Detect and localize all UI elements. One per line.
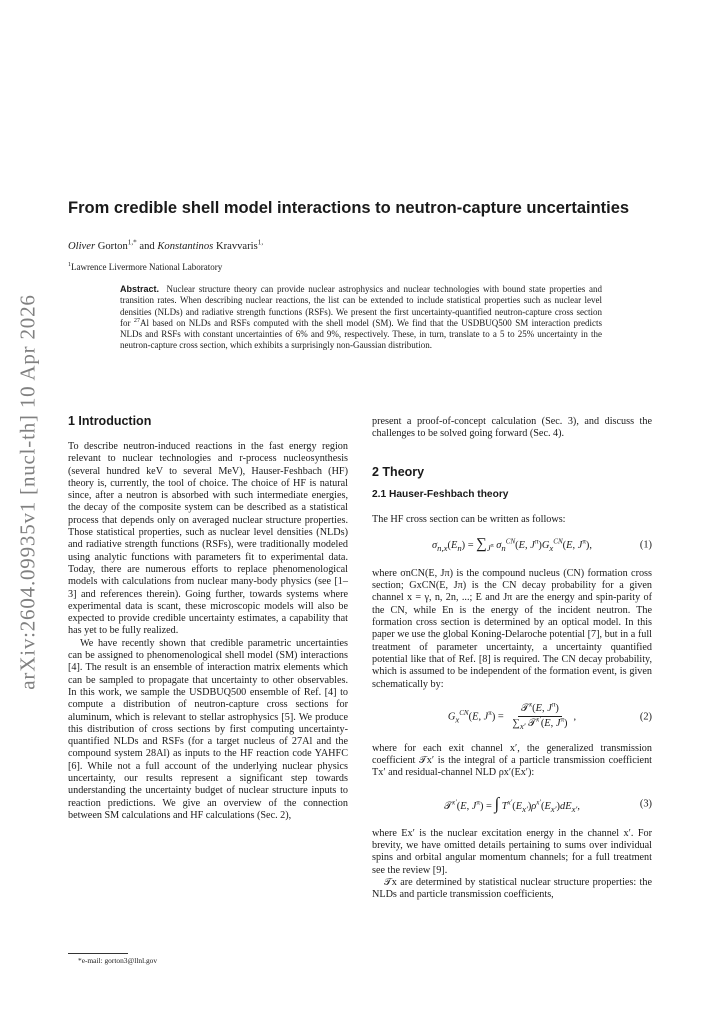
equation-2 [372, 699, 652, 735]
theory-paragraph-2: where σnCN(E, Jπ) is the compound nucleus (CN) formation cross section; GxCN(E, Jπ) is the CN decay probability for a given channel x = γ, n, 2n, ...; E and Jπ are the energy and spin-parity of the CN, while En is the energy of the incident neutron. The formation cross section is determined by an optical model. In this paper we use the global Koning-Delaroche potential [7], but in a full treatment of parameter uncertainty, a uncertainty quantified potential like that of Ref. [8] is required. The CN decay probability, which is assumed to be independent of the formation event, is given schematically by: [372, 567, 652, 690]
equation-3-number: (3) [639, 798, 652, 810]
abstract-text-b: Al based on NLDs and RSFs computed with the shell model (SM). We find that the USDBUQ500 SM interaction predicts NLDs and RSFs with constant uncertainties of 6% and 9%, respectively. These, in turn, translate to a 5 to 25% uncertainty in the neutron-capture cross section, which exhibits a surprisingly non-Gaussian distribution. [120, 317, 602, 351]
equation-3 [372, 788, 652, 820]
right-column [372, 416, 652, 902]
footnote: *e-mail: gorton3@llnl.gov [78, 956, 158, 965]
arxiv-id-text: arXiv:2604.09935v1 [nucl-th] 10 Apr 2026 [15, 294, 40, 690]
author-line [68, 238, 264, 252]
equation-2-body: $G_x^{CN}(E$, $J^\pi$) = $\frac{𝒯^x(E, J^\pi)}{\sum_{x'} 𝒯^{x'}(E, J^\pi)}$ , [447, 700, 577, 731]
abstract-text-a: Nuclear structure theory can provide nuclear astrophysics and nuclear technologies with bound state properties and transition rates. When describing nuclear reactions, the list can be extended to include statistical properties such as nuclear level densities (NLDs) and radiative strength functions (RSFs). We present the first uncertainty-quantified neutron-capture cross section for [120, 284, 602, 328]
author2-surname: Kravvaris [215, 241, 258, 252]
paper-title: From credible shell model interactions to neutron-capture uncertainties [68, 199, 630, 217]
affiliation-mark: 1 [68, 262, 72, 268]
author2-marks: 1, [257, 238, 264, 247]
subsection-heading-hauser-feshbach: 2.1 Hauser-Feshbach theory [372, 488, 509, 500]
affiliation [68, 262, 222, 272]
equation-3-body: 𝒯$^{x'}$(E, $J^\pi$) = ∫ $T^{x'}(E_{x'})\rho^{x'}(E_{x'})dE_{x'}$, [444, 793, 580, 814]
affiliation-name: Lawrence Livermore National Laboratory [71, 262, 223, 272]
author1-surname: Gorton [97, 241, 128, 252]
equation-2-number: (2) [639, 711, 652, 723]
abstract-mass-number: 27 [133, 317, 141, 324]
abstract [120, 284, 602, 352]
left-column [68, 414, 348, 822]
abstract-label: Abstract. [120, 284, 160, 294]
theory-paragraph-3: where for each exit channel x′, the generalized transmission coefficient 𝒯x′ is the integral of a particle transmission coefficient Tx′ and residual-channel NLD ρx′(Ex′): [372, 742, 652, 779]
author2-given-name: Konstantinos [157, 241, 214, 252]
author-and: and [139, 241, 155, 252]
equation-1 [372, 532, 652, 558]
intro-continuation: present a proof-of-concept calculation (Sec. 3), and discuss the challenges to be solved going forward (Sec. 4). [372, 416, 652, 440]
theory-paragraph-4: where Ex′ is the nuclear excitation energy in the channel x′. For brevity, we have omitted details pertaining to sums over individual spins and orbital angular momentum channels; for a full treatment see the review [9]. [372, 827, 652, 876]
theory-paragraph-1: The HF cross section can be written as follows: [372, 513, 566, 525]
section-heading-introduction: 1 Introduction [68, 414, 152, 428]
theory-paragraph-5: 𝒯x are determined by statistical nuclear structure properties: the NLDs and particle transmission coefficients, [372, 876, 652, 901]
author1-marks: 1,* [127, 238, 137, 247]
equation-1-body: $\sigma_{n,x}(E_n) = \sum_{J^\pi}$ $\sigma_n^{CN}(E$, $J^\pi)G_x^{CN}(E$, $J^\pi$), [432, 536, 592, 554]
intro-paragraph-1: To describe neutron-induced reactions in the fast energy region relevant to nuclear technologies and r-process nucleosynthesis (several hundred keV to several MeV), Hauser-Feshbach (HF) theory is, currently, the tool of choice. The choice of HF is natural since, after a neutron is absorbed with such intermediate energies, the decay of the composite system can be described as a statistical process that depends only on averaged nuclear structure properties. Those statistical properties, such as nuclear level densities (NLDs) and radiative strength functions (RSFs), were traditionally modeled using analytic functions with parameters fit to experimental data. Today, there are numerous efforts to replace phenomenological models with calculations from nuclear many-body physics (see [1–3] and references therein). Going further, towards systems where experimental data is scant, these microscopic models will also be expected to provide credible uncertainty estimates, a capability that has yet to be fully realized. [68, 441, 348, 637]
section-heading-theory: 2 Theory [372, 464, 425, 479]
footnote-rule [68, 953, 128, 954]
intro-paragraph-2: We have recently shown that credible parametric uncertainties can be assigned to phenomenological shell model (SM) interactions [4]. The result is an ensemble of interaction matrix elements which can be sampled to propagate that uncertainty to other observables. In this work, we sample the USDBUQ500 ensemble of Ref. [4] to compute a distribution of neutron-capture cross sections for aluminum, which is relevant to stellar astrophysics [5]. We produce this distribution of cross sections by first computing uncertainty-quantified NLDs and RSFs (for a target nucleus of 27Al and the compound system 28Al) as inputs to the HF reaction code YAHFC [6]. While not a full account of the underlying nuclear physics uncertainty, our results represent a significant step towards understanding the uncertainty budget of nuclear structure inputs to reaction predictions. We give an overview of the connection between SM calculations and HF calculations (Sec. 2), [68, 637, 348, 821]
equation-1-number: (1) [639, 539, 652, 551]
arxiv-identifier [6, 292, 50, 692]
author1-given-name: Oliver [68, 241, 96, 252]
